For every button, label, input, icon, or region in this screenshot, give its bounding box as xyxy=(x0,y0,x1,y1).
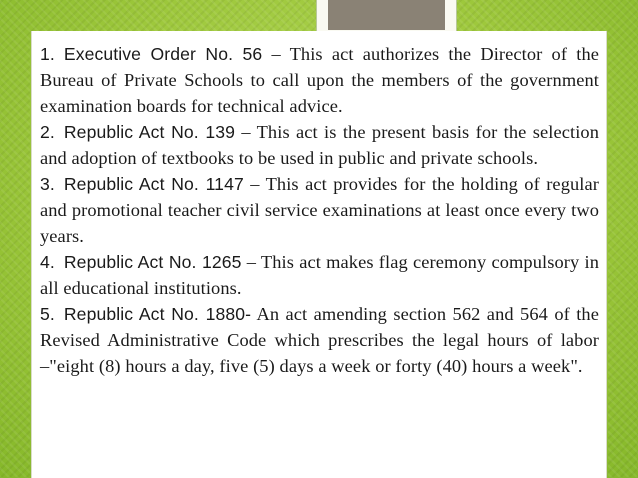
law-item-title: Executive Order No. 56 xyxy=(63,44,263,64)
law-item-number: 3. xyxy=(40,174,55,194)
law-item-heading xyxy=(40,44,262,64)
law-item-number: 5. xyxy=(40,304,55,324)
law-item-heading xyxy=(40,174,244,194)
law-item-number: 4. xyxy=(40,252,55,272)
law-item-3 xyxy=(40,171,599,249)
law-item-title: Republic Act No. 1265 xyxy=(63,252,242,272)
law-item-body: – This act is the present basis for the selection and adoption of textbooks to be used in public and private schools. xyxy=(40,122,599,168)
law-item-title: Republic Act No. 1880- xyxy=(63,304,252,324)
law-item-heading xyxy=(40,252,242,272)
law-item-2 xyxy=(40,119,599,171)
law-item-4 xyxy=(40,249,599,301)
slide-content-box xyxy=(31,31,607,478)
law-item-body: – This act provides for the holding of regular and promotional teacher civil service examinations at least once every two years. xyxy=(40,174,599,246)
law-item-body: An act amending section 562 and 564 of the Revised Administrative Code which prescribes the legal hours of labor –"eight (8) hours a day, five (5) days a week or forty (40) hours a week". xyxy=(40,304,599,376)
law-item-1 xyxy=(40,41,599,119)
title-placeholder-fill xyxy=(328,0,445,30)
law-item-number: 1. xyxy=(40,44,55,64)
law-item-heading xyxy=(40,304,251,324)
law-item-body: – This act makes flag ceremony compulsory in all educational institutions. xyxy=(40,252,599,298)
law-item-5 xyxy=(40,301,599,379)
law-item-title: Republic Act No. 139 xyxy=(63,122,236,142)
law-item-body: – This act authorizes the Director of the Bureau of Private Schools to call upon the members of the government examination boards for technical advice. xyxy=(40,44,599,116)
law-item-title: Republic Act No. 1147 xyxy=(63,174,244,194)
law-item-heading xyxy=(40,122,235,142)
law-item-number: 2. xyxy=(40,122,55,142)
